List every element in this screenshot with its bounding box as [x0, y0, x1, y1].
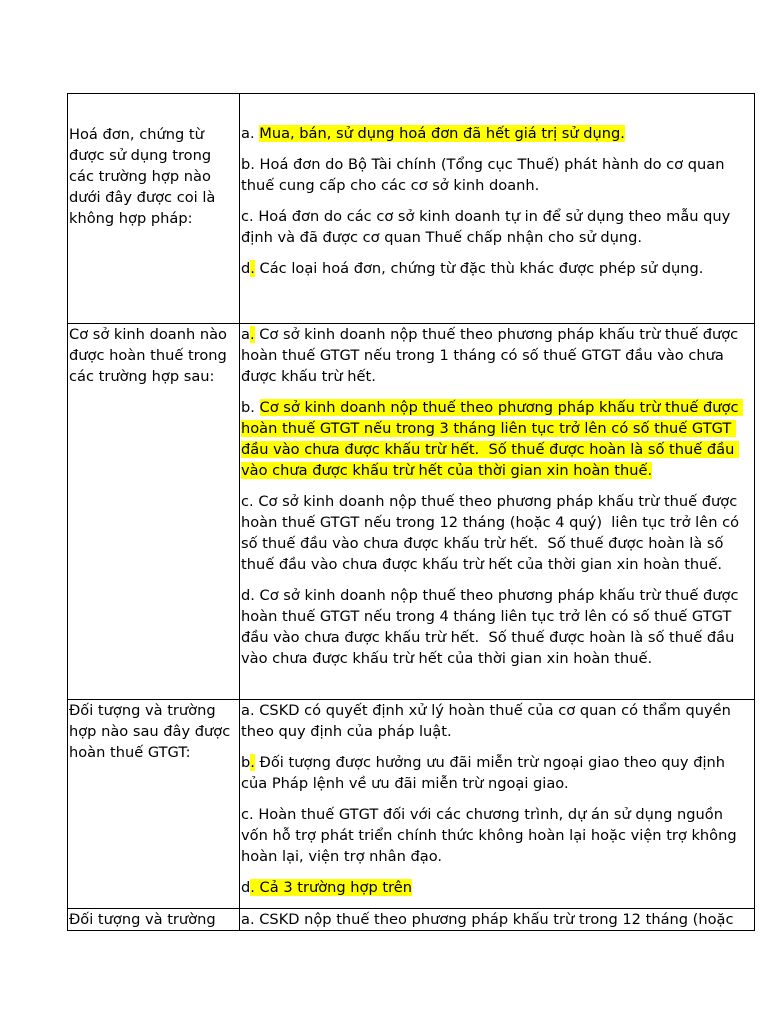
option-prefix-mark: .: [250, 260, 255, 277]
option-prefix: b.: [241, 156, 260, 173]
question-row: [68, 94, 755, 324]
option-b: [241, 752, 754, 794]
option-text: Hoá đơn do Bộ Tài chính (Tổng cục Thuế) phát hành do cơ quan thuế cung cấp cho các cơ sở kinh doanh.: [241, 156, 730, 194]
option-text: Cơ sở kinh doanh nộp thuế theo phương pháp khấu trừ thuế được hoàn thuế GTGT nếu trong 12 tháng (hoặc 4 quý) liên tục trở lên có số thuế đầu vào chưa được khấu trừ hết. Số thuế được hoàn là số thuế đầu vào chưa được khấu trừ hết của thời gian xin hoàn thuế.: [241, 493, 744, 573]
option-prefix-mark: .: [250, 879, 255, 896]
answer-cell: [240, 909, 755, 931]
option-prefix: c.: [241, 208, 259, 225]
question-row: [68, 324, 755, 700]
option-prefix: c.: [241, 806, 259, 823]
option-text: Cơ sở kinh doanh nộp thuế theo phương pháp khấu trừ thuế được hoàn thuế GTGT nếu trong 1 tháng có số thuế GTGT đầu vào chưa được khấu trừ hết.: [241, 326, 743, 385]
question-text: Cơ sở kinh doanh nào được hoàn thuế trong các trường hợp sau:: [69, 326, 227, 385]
option-prefix: d.: [241, 587, 260, 604]
question-table-body: [68, 94, 755, 931]
answer-cell: [240, 94, 755, 324]
option-text: Hoàn thuế GTGT đối với các chương trình, dự án sử dụng nguồn vốn hỗ trợ phát triển chính thức không hoàn lại hoặc viện trợ không hoàn lại, viện trợ nhân đạo.: [241, 806, 742, 865]
option-text: Cả 3 trường hợp trên: [254, 879, 413, 896]
option-text: Các loại hoá đơn, chứng từ đặc thù khác được phép sử dụng.: [254, 260, 704, 277]
option-a: [241, 324, 754, 387]
question-row: [68, 700, 755, 909]
option-text: CSKD nộp thuế theo phương pháp khấu trừ trong 12 tháng (hoặc: [259, 911, 734, 928]
option-prefix: b.: [241, 399, 260, 416]
option-b: [241, 154, 754, 196]
option-text: Hoá đơn do các cơ sở kinh doanh tự in để sử dụng theo mẫu quy định và đã được cơ quan Thuế chấp nhận cho sử dụng.: [241, 208, 735, 246]
option-prefix: b: [241, 754, 251, 771]
option-c: [241, 804, 754, 867]
option-text: Mua, bán, sử dụng hoá đơn đã hết giá trị sử dụng.: [259, 125, 625, 142]
question-cell: [68, 909, 240, 931]
option-prefix-mark: .: [250, 754, 255, 771]
option-d: [241, 585, 754, 669]
option-text: Đối tượng được hưởng ưu đãi miễn trừ ngoại giao theo quy định của Pháp lệnh về ưu đãi miễn trừ ngoại giao.: [241, 754, 730, 792]
option-prefix: a.: [241, 911, 260, 928]
option-prefix: a: [241, 326, 250, 343]
option-text: Cơ sở kinh doanh nộp thuế theo phương pháp khấu trừ thuế được hoàn thuế GTGT nếu trong 3 tháng liên tục trở lên có số thuế GTGT đầu vào chưa được khấu trừ hết. Số thuế được hoàn là số thuế đầu vào chưa được khấu trừ hết của thời gian xin hoàn thuế.: [241, 399, 744, 479]
option-prefix: d: [241, 260, 251, 277]
question-cell: [68, 94, 240, 324]
option-b: [241, 397, 754, 481]
question-text: Hoá đơn, chứng từ được sử dụng trong các trường hợp nào dưới đây được coi là không hợp pháp:: [69, 126, 216, 227]
option-prefix-mark: .: [249, 326, 255, 343]
option-prefix: c.: [241, 493, 259, 510]
option-prefix: a.: [241, 125, 260, 142]
option-prefix: a.: [241, 702, 260, 719]
question-cell: [68, 324, 240, 700]
option-text: Cơ sở kinh doanh nộp thuế theo phương pháp khấu trừ thuế được hoàn thuế GTGT nếu trong 4 tháng liên tục trở lên có số thuế GTGT đầu vào chưa được khấu trừ hết. Số thuế được hoàn là số thuế đầu vào chưa được khấu trừ hết của thời gian xin hoàn thuế.: [241, 587, 744, 667]
question-cell: [68, 700, 240, 909]
question-text: Đối tượng và trường: [69, 911, 216, 928]
option-c: [241, 206, 754, 248]
option-d: [241, 258, 754, 279]
option-a: [241, 700, 754, 742]
option-d: [241, 877, 754, 898]
option-a: [241, 123, 754, 144]
option-text: CSKD có quyết định xử lý hoàn thuế của cơ quan có thẩm quyền theo quy định của pháp luật.: [241, 702, 736, 740]
answer-cell: [240, 700, 755, 909]
question-text: Đối tượng và trường hợp nào sau đây được hoàn thuế GTGT:: [69, 702, 231, 761]
answer-cell: [240, 324, 755, 700]
question-row: [68, 909, 755, 931]
question-table: [67, 93, 755, 931]
option-prefix: d: [241, 879, 251, 896]
option-c: [241, 491, 754, 575]
